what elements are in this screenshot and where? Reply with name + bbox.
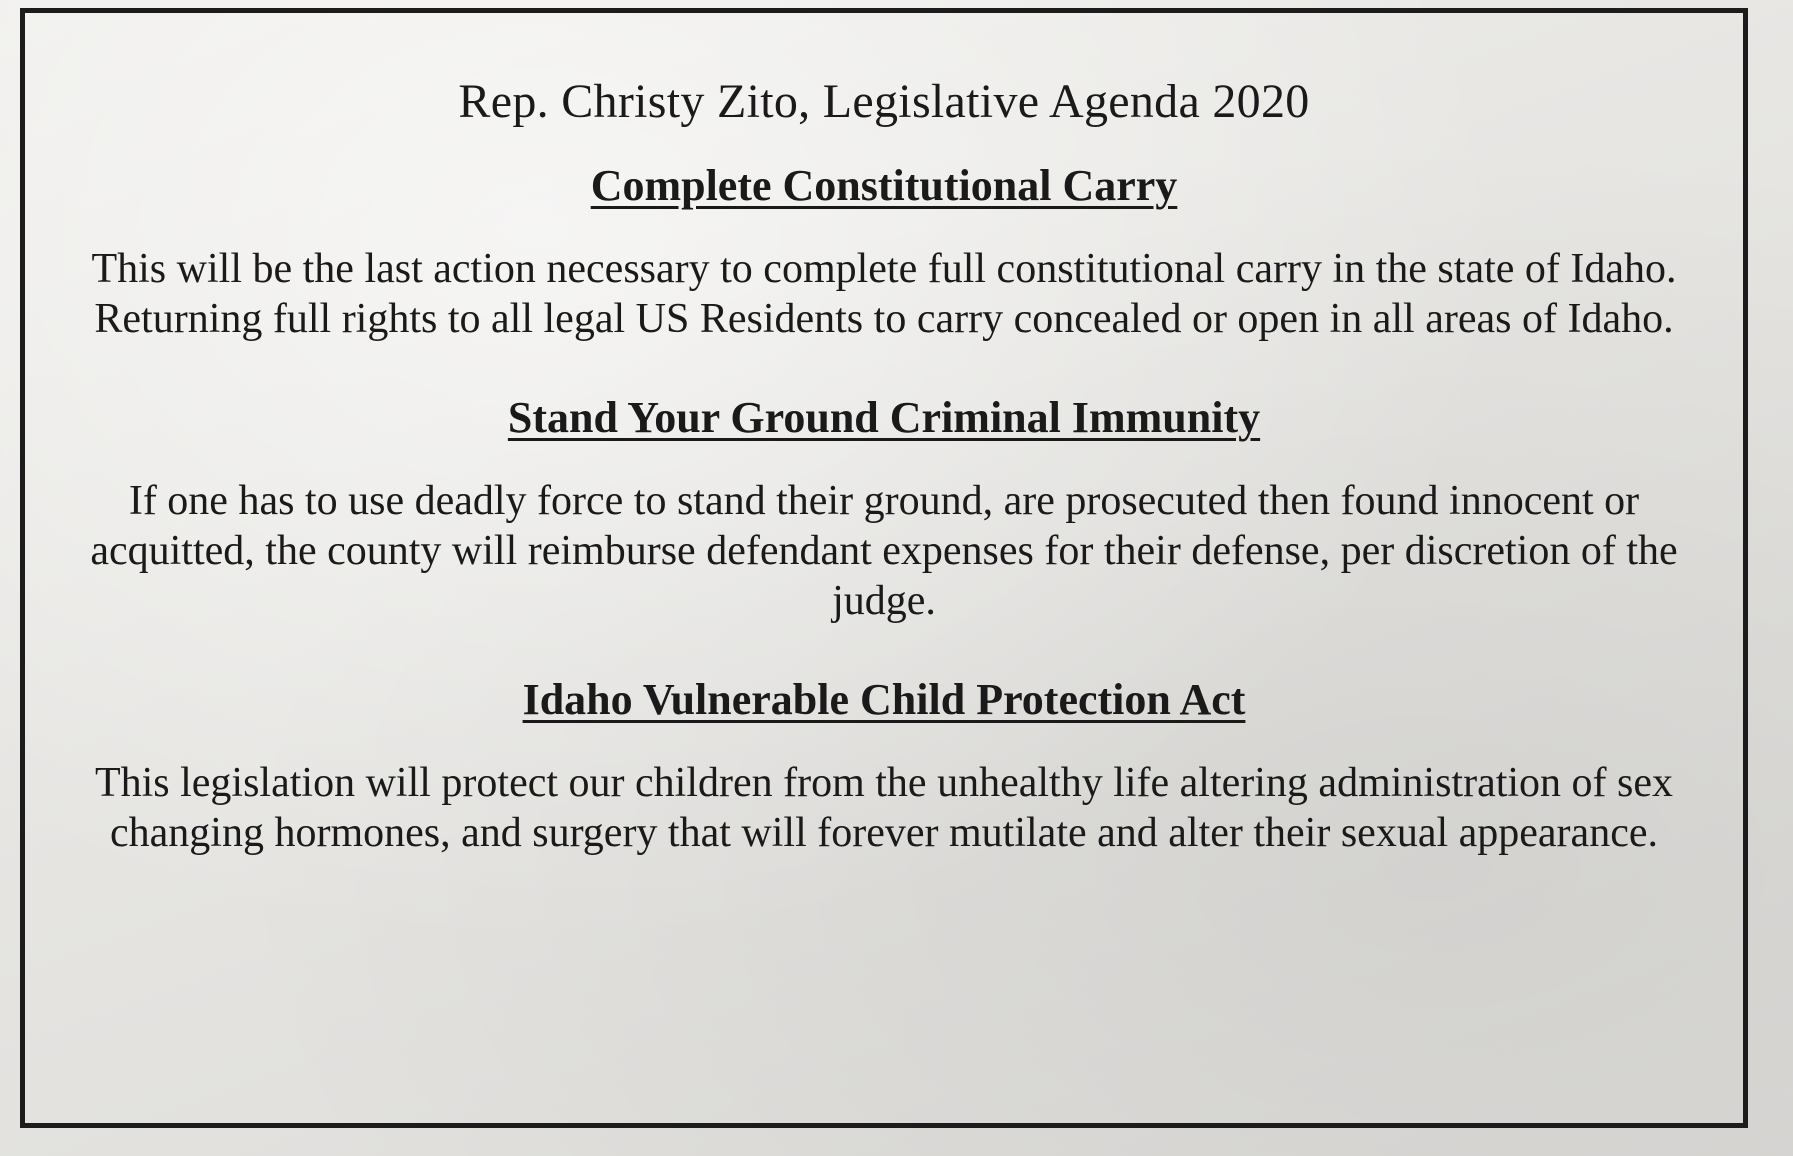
section-body: This will be the last action necessary to complete full constitutional carry in the state of Idaho. Returning full rights to all legal US Residents to carry concealed or open in all areas of Idaho. — [91, 246, 1677, 342]
section-stand-your-ground — [30, 388, 1738, 626]
section-heading: Stand Your Ground Criminal Immunity — [507, 393, 1261, 442]
section-child-protection-act — [30, 670, 1738, 858]
document-content — [30, 60, 1738, 858]
document-title: Rep. Christy Zito, Legislative Agenda 2020 — [458, 75, 1310, 128]
section-body: This legislation will protect our children from the unhealthy life altering administration of sex changing hormones, and surgery that will forever mutilate and alter their sexual appearance. — [94, 760, 1674, 856]
section-constitutional-carry — [30, 156, 1738, 344]
section-heading: Idaho Vulnerable Child Protection Act — [522, 675, 1246, 724]
section-body: If one has to use deadly force to stand their ground, are prosecuted then found innocent or acquitted, the county will reimburse defendant expenses for their defense, per discretion of the judge. — [90, 478, 1678, 624]
section-heading: Complete Constitutional Carry — [590, 161, 1178, 210]
